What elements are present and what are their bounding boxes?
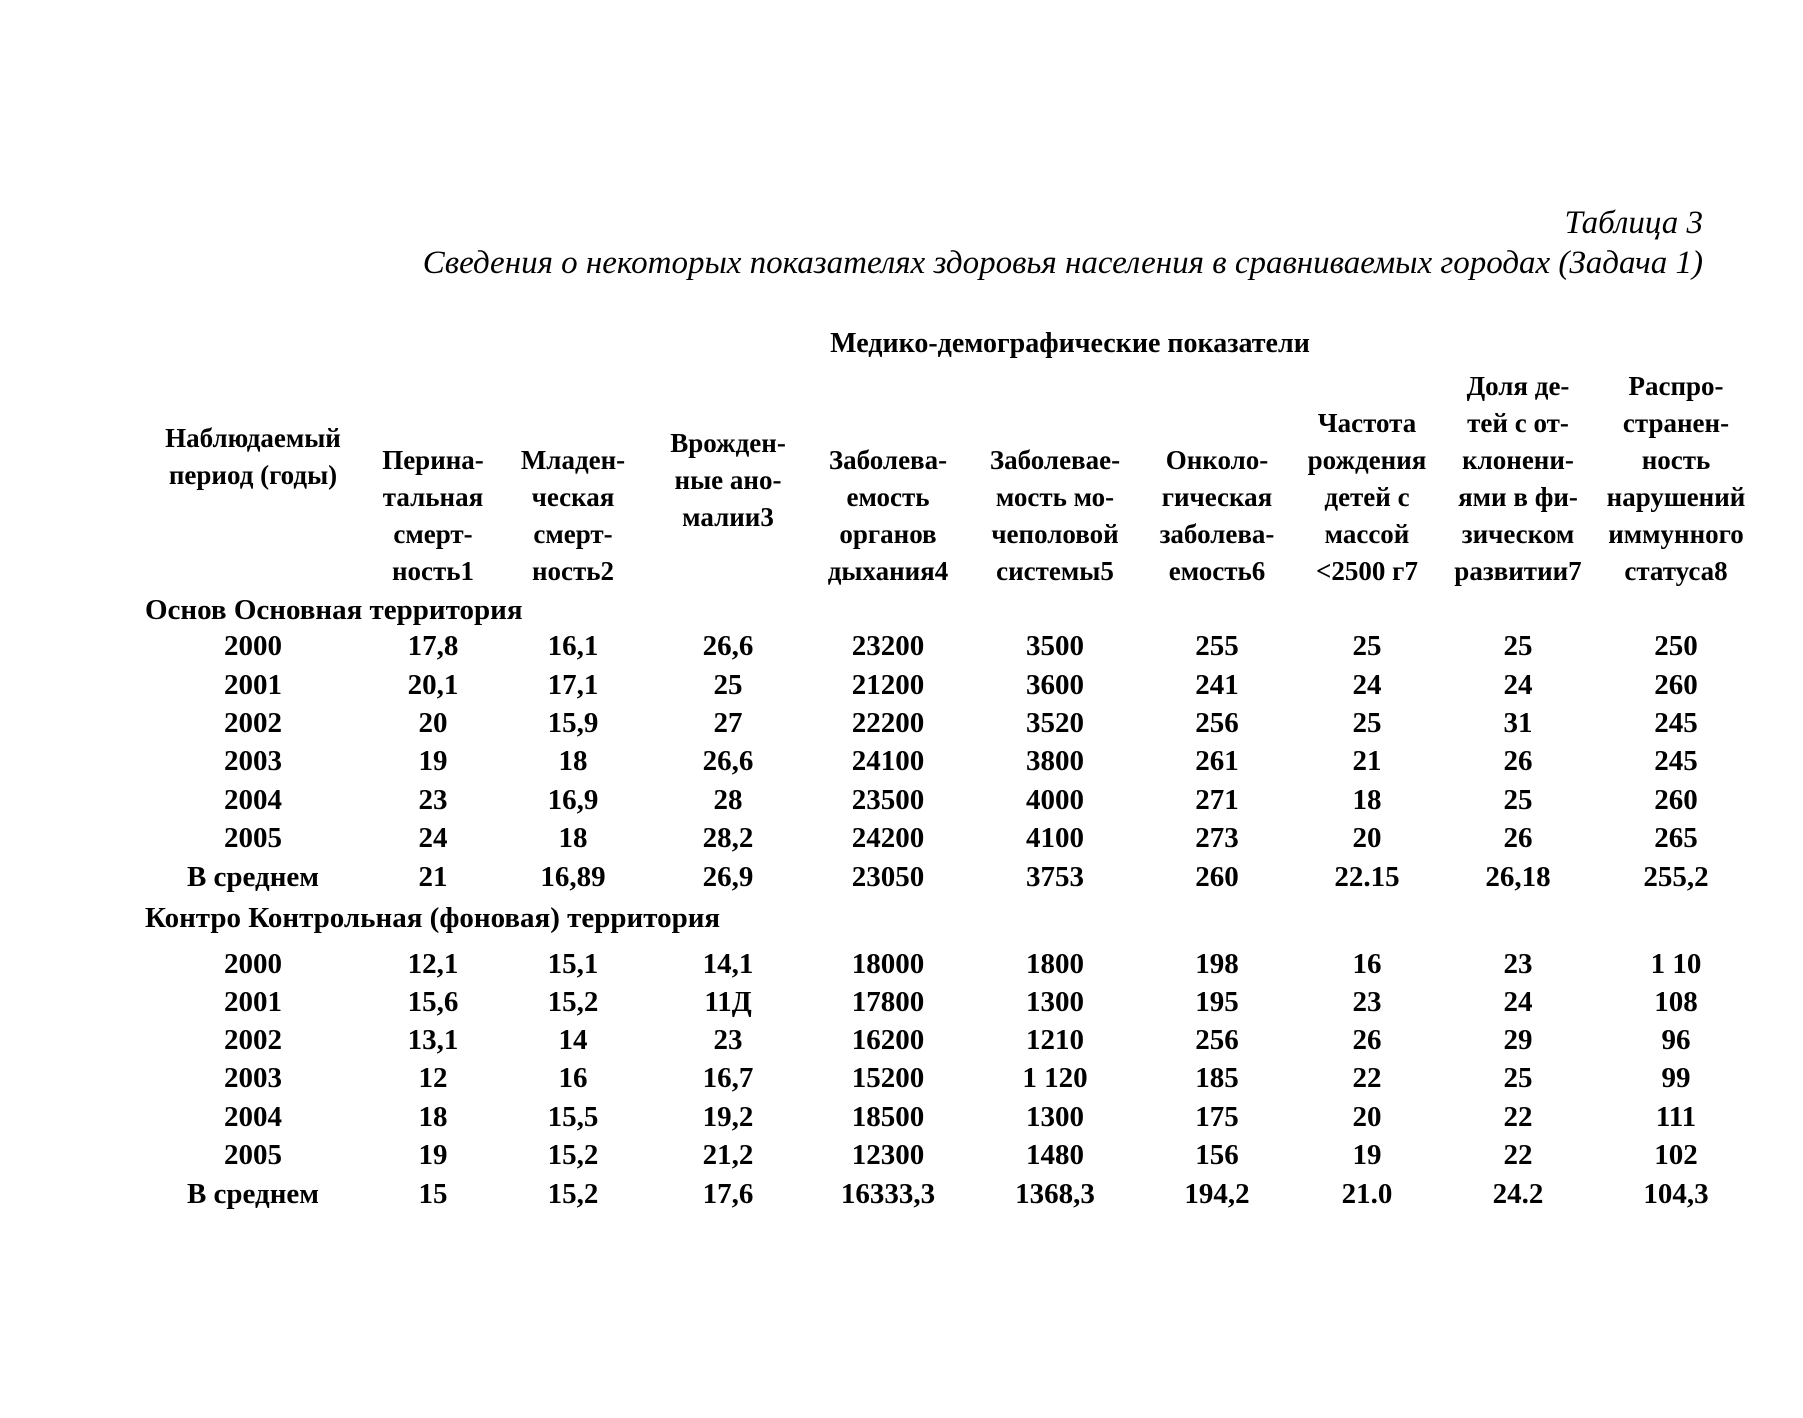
table-cell: 22.15 [1334, 861, 1400, 893]
row-label: 2004 [224, 784, 282, 816]
table-cell: 15,6 [407, 986, 459, 1018]
table-cell: 26,6 [702, 630, 754, 662]
table-cell: 28 [713, 784, 743, 816]
table-cell: 15 [418, 1178, 448, 1210]
table-cell: 16333,3 [840, 1178, 936, 1210]
table-cell: 104,3 [1643, 1178, 1709, 1210]
table-cell: 25 [1352, 707, 1382, 739]
table-cell: 21200 [851, 669, 925, 701]
table-cell: 24 [1503, 986, 1533, 1018]
table-cell: 25 [1503, 630, 1533, 662]
table-cell: 17800 [851, 986, 925, 1018]
table-cell: 23 [1352, 986, 1382, 1018]
row-label: 2001 [224, 669, 282, 701]
table-cell: 23050 [851, 861, 925, 893]
table-cell: 198 [1195, 948, 1239, 980]
table-cell: 26,18 [1485, 861, 1551, 893]
row-label: 2005 [224, 1139, 282, 1171]
table-cell: 31 [1503, 707, 1533, 739]
table-cell: 1480 [1026, 1139, 1084, 1171]
row-label: 2000 [224, 630, 282, 662]
table-cell: 271 [1195, 784, 1239, 816]
table-cell: 3520 [1026, 707, 1084, 739]
row-label: 2003 [224, 1062, 282, 1094]
table-cell: 22200 [851, 707, 925, 739]
column-header: Частота рождения детей с массой <2500 г7 [1307, 408, 1427, 586]
table-cell: 20 [1352, 1101, 1382, 1133]
table-cell: 4100 [1026, 822, 1084, 854]
table-cell: 16 [1352, 948, 1382, 980]
column-header: Заболевае- мость мо- чеполовой системы5 [989, 445, 1121, 586]
table-cell: 12 [418, 1062, 448, 1094]
table-cell: 28,2 [702, 822, 754, 854]
table-cell: 1300 [1026, 986, 1084, 1018]
table-cell: 26 [1503, 745, 1533, 777]
table-cell: 20 [1352, 822, 1382, 854]
table-cell: 273 [1195, 822, 1239, 854]
table-cell: 241 [1195, 669, 1239, 701]
column-header: Доля де- тей с от- клонени- ями в фи- зическом развитии7 [1454, 371, 1582, 586]
table-cell: 255 [1195, 630, 1239, 662]
table-cell: 24200 [851, 822, 925, 854]
table-cell: 22 [1503, 1139, 1533, 1171]
table-cell: 23 [418, 784, 448, 816]
table-cell: 24.2 [1492, 1178, 1544, 1210]
row-label: 2004 [224, 1101, 282, 1133]
table-cell: 3753 [1026, 861, 1084, 893]
table-cell: 16,7 [702, 1062, 754, 1094]
table-cell: 19,2 [702, 1101, 754, 1133]
table-cell: 21,2 [702, 1139, 754, 1171]
table-cell: 25 [713, 669, 743, 701]
table-cell: 18 [1352, 784, 1382, 816]
table-cell: 99 [1661, 1062, 1691, 1094]
table-cell: 255,2 [1643, 861, 1709, 893]
table-cell: 15200 [851, 1062, 925, 1094]
table-cell: 19 [418, 745, 448, 777]
table-cell: 4000 [1026, 784, 1084, 816]
column-header: Онколо- гическая заболева- емость6 [1159, 445, 1275, 586]
table-cell: 16200 [851, 1024, 925, 1056]
section-title: Контро Контрольная (фоновая) территория [145, 902, 721, 934]
table-cell: 23500 [851, 784, 925, 816]
row-label: 2003 [224, 745, 282, 777]
table-cell: 16 [558, 1062, 588, 1094]
table-cell: 111 [1655, 1101, 1697, 1133]
table-cell: 256 [1195, 1024, 1239, 1056]
table-cell: 25 [1503, 784, 1533, 816]
table-cell: 26,6 [702, 745, 754, 777]
table-cell: 14,1 [702, 948, 754, 980]
table-cell: 24 [1503, 669, 1533, 701]
table-cell: 194,2 [1184, 1178, 1250, 1210]
table-cell: 250 [1654, 630, 1698, 662]
table-cell: 1300 [1026, 1101, 1084, 1133]
column-header: Заболева- емость органов дыхания4 [827, 445, 949, 586]
table-number: Таблица 3 [1564, 205, 1703, 241]
table-cell: 260 [1654, 784, 1698, 816]
table-cell: 26,9 [702, 861, 754, 893]
table-cell: 25 [1503, 1062, 1533, 1094]
table-title: Сведения о некоторых показателях здоровья населения в сравниваемых городах (Задача 1) [422, 245, 1703, 281]
table-cell: 13,1 [407, 1024, 459, 1056]
table-cell: 24 [418, 822, 448, 854]
table-cell: 17,1 [547, 669, 599, 701]
group-header: Медико-демографические показатели [830, 328, 1310, 359]
table-cell: 1 120 [1022, 1062, 1088, 1094]
table-cell: 15,2 [547, 1178, 599, 1210]
column-header: Врожден- ные ано- малии3 [670, 428, 786, 532]
table-cell: 22 [1352, 1062, 1382, 1094]
table-cell: 21 [418, 861, 448, 893]
table-cell: 245 [1654, 707, 1698, 739]
table-cell: 11Д [704, 986, 752, 1018]
table-cell: 20 [418, 707, 448, 739]
table-cell: 16,89 [540, 861, 606, 893]
table-cell: 25 [1352, 630, 1382, 662]
table-cell: 3800 [1026, 745, 1084, 777]
row-label: 2002 [224, 1024, 282, 1056]
table-cell: 18 [558, 745, 588, 777]
table-cell: 15,2 [547, 986, 599, 1018]
table-cell: 17,6 [702, 1178, 754, 1210]
table-cell: 18000 [851, 948, 925, 980]
table-cell: 15,5 [547, 1101, 599, 1133]
table-cell: 16,1 [547, 630, 599, 662]
row-label: 2001 [224, 986, 282, 1018]
table-cell: 17,8 [407, 630, 459, 662]
table-cell: 15,2 [547, 1139, 599, 1171]
table-cell: 102 [1654, 1139, 1698, 1171]
table-cell: 156 [1195, 1139, 1239, 1171]
table-cell: 24100 [851, 745, 925, 777]
row-label: 2005 [224, 822, 282, 854]
table-cell: 3500 [1026, 630, 1084, 662]
table-cell: 18 [558, 822, 588, 854]
row-label: В среднем [186, 861, 320, 893]
table-cell: 1368,3 [1015, 1178, 1095, 1210]
table-cell: 21 [1352, 745, 1382, 777]
table-cell: 3600 [1026, 669, 1084, 701]
table-cell: 18 [418, 1101, 448, 1133]
table-cell: 14 [558, 1024, 588, 1056]
row-label: 2002 [224, 707, 282, 739]
column-header: Перина- тальная смерт- ность1 [382, 445, 484, 586]
table-cell: 24 [1352, 669, 1382, 701]
column-header: Младен- ческая смерт- ность2 [520, 445, 626, 586]
column-header: Наблюдаемый период (годы) [165, 423, 341, 490]
table-cell: 1210 [1026, 1024, 1084, 1056]
table-cell: 27 [713, 707, 743, 739]
table-cell: 12300 [851, 1139, 925, 1171]
table-cell: 18500 [851, 1101, 925, 1133]
table-cell: 175 [1195, 1101, 1239, 1133]
table-cell: 108 [1654, 986, 1698, 1018]
table-cell: 20,1 [407, 669, 459, 701]
table-cell: 195 [1195, 986, 1239, 1018]
section-title: Основ Основная территория [145, 594, 523, 626]
table-cell: 260 [1654, 669, 1698, 701]
table-cell: 19 [418, 1139, 448, 1171]
table-cell: 185 [1195, 1062, 1239, 1094]
table-cell: 260 [1195, 861, 1239, 893]
table-cell: 265 [1654, 822, 1698, 854]
table-cell: 26 [1503, 822, 1533, 854]
table-cell: 15,1 [547, 948, 599, 980]
table-cell: 12,1 [407, 948, 459, 980]
table-cell: 23 [1503, 948, 1533, 980]
table-cell: 256 [1195, 707, 1239, 739]
table-cell: 23200 [851, 630, 925, 662]
table-cell: 16,9 [547, 784, 599, 816]
table-cell: 1800 [1026, 948, 1084, 980]
table-cell: 21.0 [1341, 1178, 1393, 1210]
table-cell: 15,9 [547, 707, 599, 739]
table-cell: 26 [1352, 1024, 1382, 1056]
row-label: В среднем [186, 1178, 320, 1210]
table-cell: 22 [1503, 1101, 1533, 1133]
table-cell: 29 [1503, 1024, 1533, 1056]
column-header: Распро- странен- ность нарушений иммунного статуса8 [1606, 371, 1746, 586]
table-cell: 1 10 [1650, 948, 1702, 980]
row-label: 2000 [224, 948, 282, 980]
table-cell: 245 [1654, 745, 1698, 777]
table-cell: 23 [713, 1024, 743, 1056]
table-cell: 96 [1661, 1024, 1691, 1056]
table-cell: 261 [1195, 745, 1239, 777]
table-cell: 19 [1352, 1139, 1382, 1171]
